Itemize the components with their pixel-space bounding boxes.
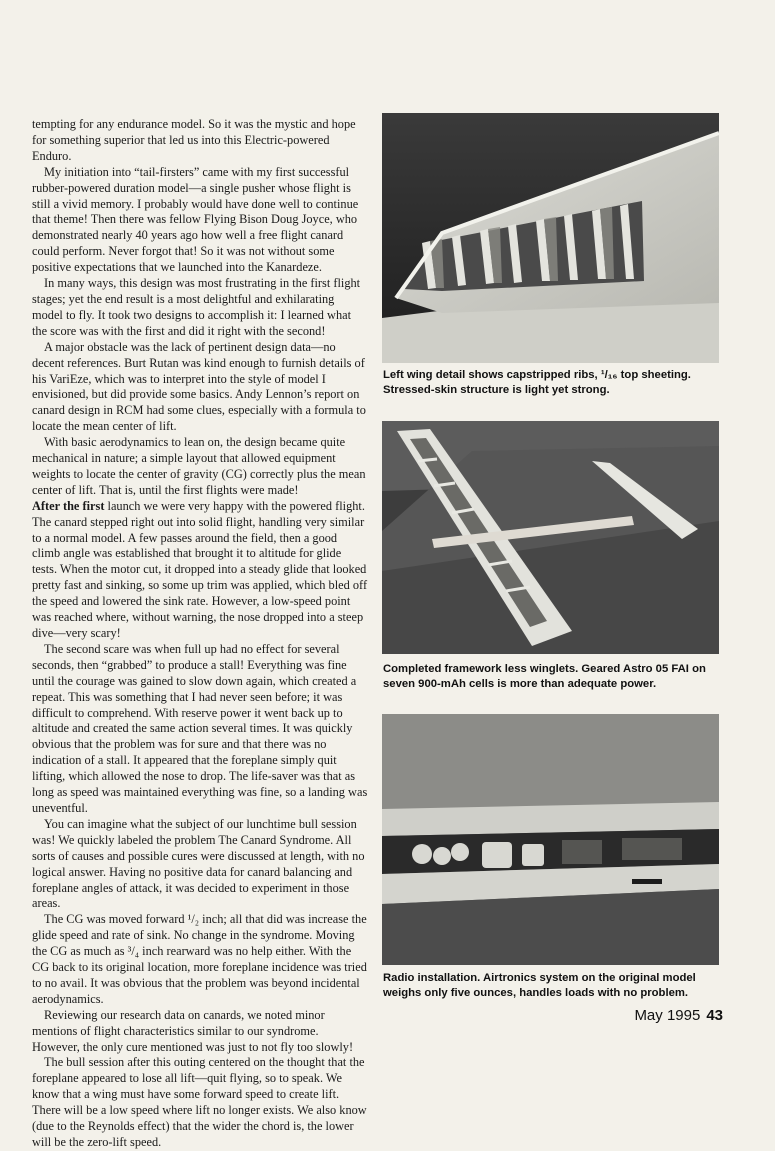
paragraph-text: Reviewing our research data on canards, we noted minor mentions of flight characteristics similar to our syndrome. However, the only cure mentioned was just to not fly too slowly! xyxy=(32,1007,354,1054)
article-paragraph xyxy=(32,340,368,435)
paragraph-text: My initiation into “tail-firsters” came with my first successful rubber-powered duration model—a single pusher whose flight is still a vivid memory. I probably would have done well to continue that theme! Then there was fellow Flying Bison Doug Joyce, who demonstrated nearly 40 years ago how well a free flight canard could perform. Never forgot that! So it was not without some positive expectations that we launched into the Kanardeze. xyxy=(32,164,359,275)
paragraph-text: A major obstacle was the lack of pertinent design data—no decent references. Burt Rutan was kind enough to furnish details of his VariEze, which was to interpret into the style of model I envisioned, but did provide some basics. Andy Lennon’s report on canard design in RCM had some clues, especially with a formula to locate the mean center of lift. xyxy=(32,339,366,434)
wing-detail-illustration xyxy=(382,113,719,363)
wing-detail-photo xyxy=(382,113,719,363)
article-paragraph xyxy=(32,1008,368,1056)
article-paragraph xyxy=(32,117,368,165)
paragraph-text: With basic aerodynamics to lean on, the design became quite mechanical in nature; a simple layout that allowed equipment weights to locate the center of gravity (CG) correctly plus the mean center of lift. That is, until the first flights were made! xyxy=(32,435,366,497)
radio-installation-photo xyxy=(382,714,719,965)
framework-illustration xyxy=(382,421,719,654)
paragraph-text: The second scare was when full up had no effect for several seconds, then “grabbed” to produce a stall! Everything was fine until the courage was gained to slow down again, which created a repeat. This was something that I had never seen before; it was difficult to comprehend. With reserve power it went back up to altitude and created the same action several times. It was quickly obvious that the problem was for sure and that there was no indication of a stall. It appeared that the foreplane simply quit lifting, which allowed the nose to drop. The life-saver was that as long as speed was maintained everything was fine, so a landing was uneventful. xyxy=(32,641,368,815)
paragraph-text: tempting for any endurance model. So it was the mystic and hope for something superior that led us into this Electric-powered Enduro. xyxy=(32,117,356,163)
page-footer xyxy=(634,1007,723,1024)
article-paragraph xyxy=(32,165,368,276)
paragraph-text: In many ways, this design was most frustrating in the first flight stages; yet the end result is a most delightful and exhilarating model to fly. It took two designs to accomplish it: I learned what the score was with the first and did it right with the second! xyxy=(32,276,361,338)
framework-caption: Completed framework less winglets. Geared Astro 05 FAI on seven 900-mAh cells is more than adequate power. xyxy=(383,663,706,690)
article-paragraph xyxy=(32,499,368,642)
page-number: 43 xyxy=(706,1007,723,1024)
article-paragraph xyxy=(32,912,368,1007)
article-paragraph xyxy=(32,642,368,817)
paragraph-text: The CG was moved forward ¹/₂ inch; all that did was increase the glide speed and rate of sink. No change in the syndrome. Moving the CG as much as ³/₄ inch rearward was no help either. With the CG back to its original location, more foreplane incidence was tried to no avail. It was obvious that the problem was beyond incidental aerodynamics. xyxy=(32,912,367,1006)
radio-installation-caption: Radio installation. Airtronics system on the original model weighs only five ounces, handles loads with no problem. xyxy=(383,972,696,999)
article-body xyxy=(32,117,368,1151)
paragraph-text: launch we were very happy with the powered flight. The canard stepped right out into solid flight, handling very similar to a normal model. A few passes around the field, then a good climb angle was established that brought it to altitude for glide tests. When the motor cut, it dropped into a steady glide that looked pretty fast and sinking, so some up trim was applied, which bled off the speed and lowered the sink rate. However, a low-speed point was reached where, without warning, the nose dropped into a steep dive—very scary! xyxy=(32,498,368,640)
article-paragraph xyxy=(32,276,368,340)
radio-installation-illustration xyxy=(382,714,719,965)
paragraph-text: The bull session after this outing centered on the thought that the foreplane appeared to lose all lift—quit flying, so to speak. We know that a wing must have some forward speed to create lift. There will be a low speed where lift no longer exists. We also know (due to the Reynolds effect) that the wider the chord is, the lower will be the zero-lift speed. xyxy=(32,1055,367,1149)
framework-photo xyxy=(382,421,719,654)
wing-detail-caption: Left wing detail shows capstripped ribs, ¹/₁₆ top sheeting. Stressed-skin structure is light yet strong. xyxy=(383,369,691,396)
run-in-heading: After the first xyxy=(32,498,105,513)
article-paragraph xyxy=(32,817,368,912)
article-paragraph xyxy=(32,1055,368,1150)
paragraph-text: You can imagine what the subject of our lunchtime bull session was! We quickly labeled the problem The Canard Syndrome. All sorts of causes and possible cures were discussed at length, with no logical answer. Having no positive data for canard balancing and foreplane angles of attack, it was decided to experiment in those areas. xyxy=(32,816,365,911)
issue-date: May 1995 xyxy=(634,1007,701,1024)
article-paragraph xyxy=(32,435,368,499)
